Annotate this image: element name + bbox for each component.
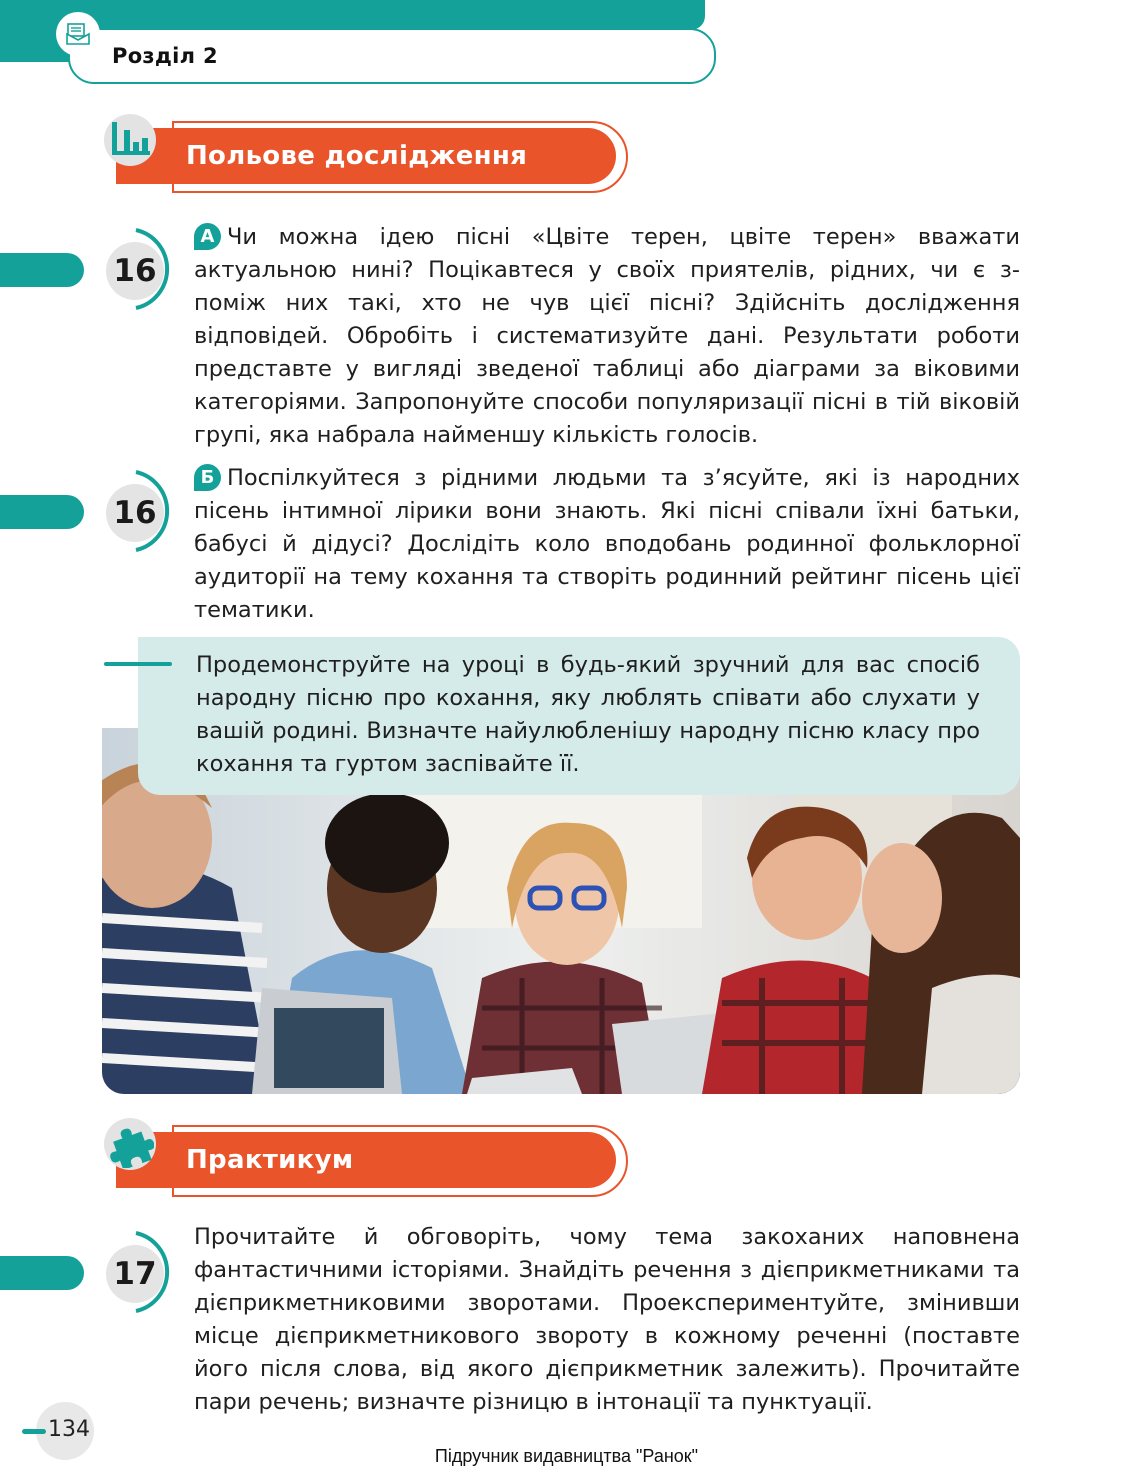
bar-chart-icon <box>108 120 152 160</box>
header-icon-circle <box>56 12 100 56</box>
task-17-text: Прочитайте й обговоріть, чому тема закоханих наповнена фантастичними історіями. Знайдіть речення з дієприкметниками та дієприкметниковими зворотами. Проекспериментуйте, змінивши місце дієприкметникового звороту в кожному реченні (поставте його після слова, від якого дієприкметник залежить). Прочитайте пари речень; визначте різницю в інтонації та пунктуації. <box>194 1224 1020 1415</box>
practicum-banner <box>116 1132 616 1188</box>
research-banner <box>116 128 616 184</box>
task-16a-body: Чи можна ідею пісні «Цвіте терен, цвіте терен» вважати актуальною нині? Поцікавтеся у своїх приятелів, рідних, чи є з-поміж них такі, хто не чув цієї пісні? Здійсніть дослідження відповідей. Обробіть і систематизуйте дані. Результати роботи представте у вигляді зведеної таблиці або діаграми за віковими категоріями. Запропонуйте способи популяризації пісні в тій віковій групі, яка набрала найменшу кількість голосів. <box>194 224 1020 448</box>
chapter-label: Розділ 2 <box>112 44 218 68</box>
research-icon-circle <box>104 114 156 166</box>
research-title: Польове дослідження <box>186 141 528 171</box>
task-17-number: 17 <box>106 1245 164 1303</box>
task-16a-number: 16 <box>106 242 164 300</box>
callout-text: Продемонструйте на уроці в будь-який зручний для вас спосіб народну пісню про кохання, яку люблять співати або слухати у вашій родині. Визначте найулюбленішу народну пісню класу про кохання та гуртом заспівайте її. <box>196 652 980 777</box>
task-16b-text <box>194 462 1020 627</box>
task-16b-side-tab <box>0 495 84 529</box>
page-number-line <box>22 1429 46 1434</box>
practicum-title: Практикум <box>186 1145 354 1175</box>
task-16b-number: 16 <box>106 484 164 542</box>
task-16a-text <box>194 221 1020 452</box>
book-envelope-icon <box>65 22 91 46</box>
practicum-icon-circle <box>104 1118 156 1170</box>
task-16a-letter: А <box>194 223 221 250</box>
task-16b-body: Поспілкуйтеся з рідними людьми та з’ясуйте, які із народних пісень інтимної лірики вони знають. Які пісні співали їхні батьки, бабусі й дідусі? Дослідіть коло вподобань родинної фольклорної аудиторії на тему кохання та створіть родинний рейтинг пісень цієї тематики. <box>194 465 1020 623</box>
task-16a-side-tab <box>0 253 84 287</box>
header-band <box>0 0 705 30</box>
puzzle-icon <box>106 1120 154 1168</box>
publisher-footer: Підручник видавництва "Ранок" <box>434 1446 699 1466</box>
task-16b-letter: Б <box>194 464 221 491</box>
page-number: 134 <box>48 1417 90 1442</box>
callout-accent-line <box>104 662 172 666</box>
callout-box <box>138 637 1020 795</box>
task-17-side-tab <box>0 1256 84 1290</box>
